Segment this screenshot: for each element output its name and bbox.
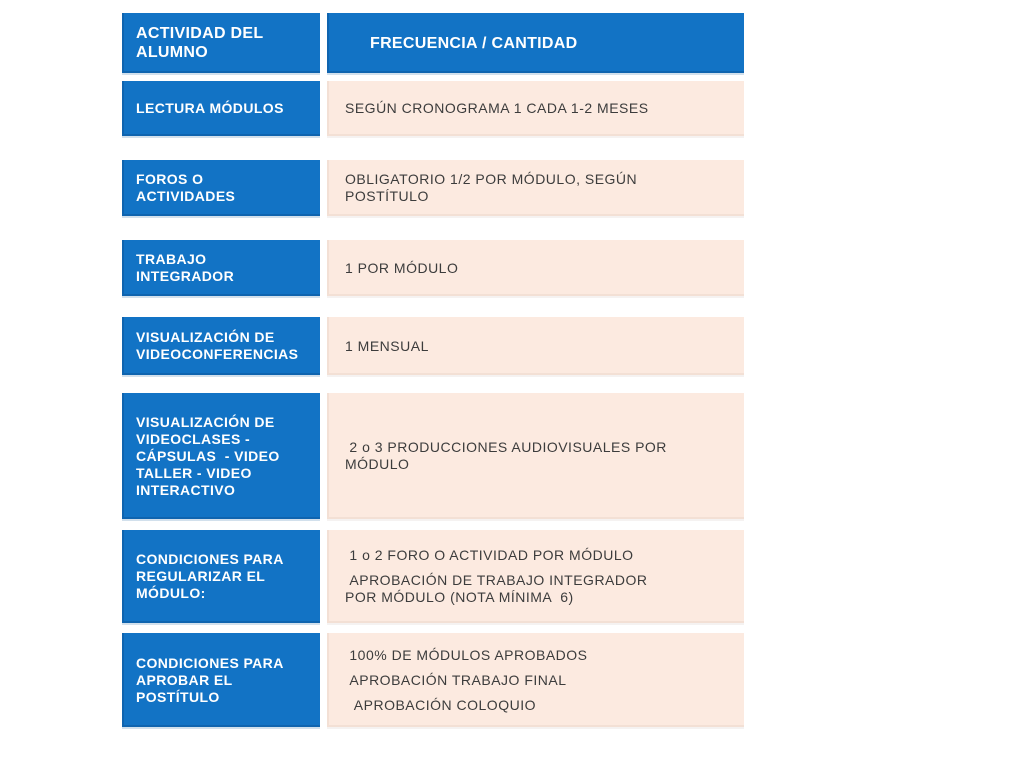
activity-label: VISUALIZACIÓN DE VIDEOCONFERENCIAS [136, 329, 299, 362]
frequency-text: APROBACIÓN TRABAJO FINAL [345, 671, 567, 688]
activity-label: CONDICIONES PARA REGULARIZAR EL MÓDULO: [136, 551, 288, 601]
header-activity-label: ACTIVIDAD DEL ALUMNO [136, 25, 268, 61]
frequency-text: 1 MENSUAL [345, 337, 429, 354]
table-row [122, 240, 744, 296]
frequency-text: APROBACIÓN DE TRABAJO INTEGRADOR POR MÓDULO (NOTA MÍNIMA 6) [345, 572, 652, 605]
activity-cell [122, 240, 320, 296]
table-row [122, 633, 744, 727]
activity-cell [122, 160, 320, 216]
frequency-cell [327, 317, 744, 375]
frequency-text: 100% DE MÓDULOS APROBADOS [345, 646, 588, 663]
frequency-text: SEGÚN CRONOGRAMA 1 CADA 1-2 MESES [345, 100, 649, 116]
frequency-cell [327, 240, 744, 296]
activity-label: LECTURA MÓDULOS [136, 100, 284, 116]
header-cell-frequency [327, 13, 744, 73]
activity-cell [122, 81, 320, 136]
activity-label: TRABAJO INTEGRADOR [136, 251, 235, 284]
frequency-cell [327, 393, 744, 519]
frequency-text: 2 o 3 PRODUCCIONES AUDIOVISUALES POR MÓDULO [345, 439, 672, 472]
activity-cell [122, 317, 320, 375]
frequency-text: 1 POR MÓDULO [345, 259, 459, 276]
table-row [122, 393, 744, 519]
activity-label: FOROS O ACTIVIDADES [136, 171, 236, 204]
frequency-text: 1 o 2 FORO O ACTIVIDAD POR MÓDULO [345, 547, 634, 563]
activity-label: VISUALIZACIÓN DE VIDEOCLASES - CÁPSULAS - VIDEO TALLER - VIDEO INTERACTIVO [136, 413, 285, 498]
table [122, 13, 744, 727]
table-row [122, 317, 744, 375]
activity-cell [122, 530, 320, 623]
table-row [122, 160, 744, 216]
activity-cell [122, 633, 320, 727]
activity-label: CONDICIONES PARA APROBAR EL POSTÍTULO [136, 654, 287, 705]
frequency-cell [327, 81, 744, 136]
frequency-cell [327, 633, 744, 727]
activity-cell [122, 393, 320, 519]
table-row [122, 81, 744, 136]
frequency-text: APROBACIÓN COLOQUIO [345, 696, 536, 713]
frequency-text: OBLIGATORIO 1/2 POR MÓDULO, SEGÚN POSTÍTULO [345, 171, 642, 204]
header-cell-activity [122, 13, 320, 73]
frequency-cell [327, 160, 744, 216]
table-header-row [122, 13, 744, 73]
frequency-cell [327, 530, 744, 623]
table-row [122, 530, 744, 623]
header-frequency-label: FRECUENCIA / CANTIDAD [370, 34, 578, 52]
